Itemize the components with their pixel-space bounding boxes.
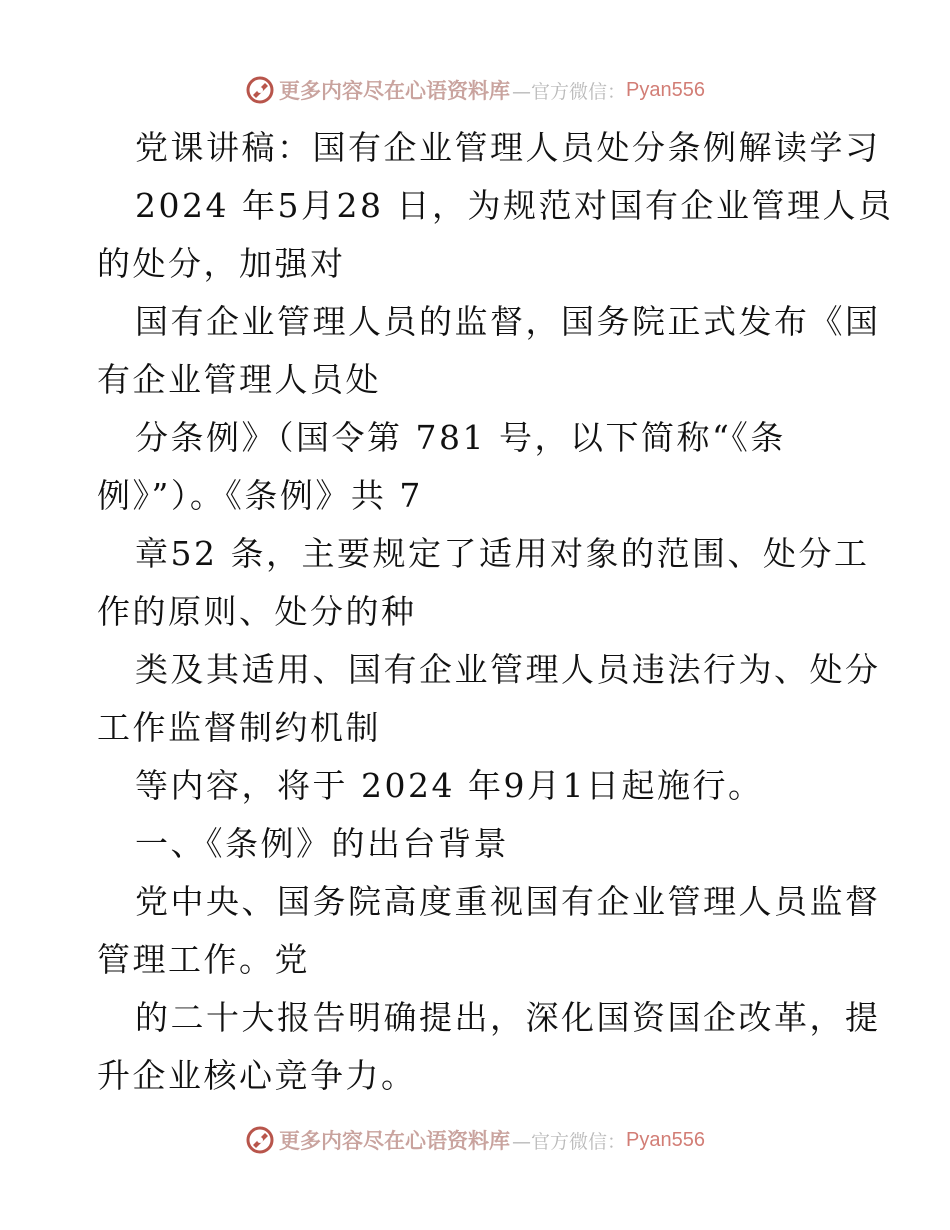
watermark-logo-icon (245, 75, 275, 105)
paragraph-line: 国有企业管理人员的监督，国务院正式发布《国 (135, 302, 881, 341)
paragraph-line: 的二十大报告明确提出，深化国资国企改革，提 (135, 998, 881, 1037)
watermark-wechat-id: Pyan556 (626, 78, 705, 101)
paragraph-line: 作的原则、处分的种 (97, 592, 417, 631)
paragraph-line: 有企业管理人员处 (97, 360, 381, 399)
watermark-separator: —官方微信： (512, 80, 627, 103)
paragraph-line: 等内容，将于 2024 年9月1日起施行。 (135, 766, 764, 805)
paragraph-line: 工作监督制约机制 (97, 708, 381, 747)
header-watermark (0, 70, 950, 110)
document-title: 党课讲稿：国有企业管理人员处分条例解读学习 (135, 128, 881, 167)
paragraph-line: 例》”）。《条例》共 7 (97, 476, 423, 515)
paragraph-line: 的处分，加强对 (97, 244, 346, 283)
footer-watermark (0, 1120, 950, 1160)
watermark-logo-icon (245, 1125, 275, 1155)
paragraph-line: 章52 条，主要规定了适用对象的范围、处分工 (135, 534, 870, 573)
section-heading: 一、《条例》的出台背景 (135, 824, 509, 863)
watermark-text: 更多内容尽在心语资料库 (279, 78, 510, 103)
paragraph-line: 类及其适用、国有企业管理人员违法行为、处分 (135, 650, 881, 689)
paragraph-line: 升企业核心竞争力。 (97, 1056, 417, 1095)
paragraph-line: 分条例》（国令第 781 号，以下简称“《条 (135, 418, 786, 457)
watermark-separator: —官方微信： (512, 1130, 627, 1153)
paragraph-line: 2024 年5月28 日，为规范对国有企业管理人员 (135, 186, 894, 225)
watermark-text: 更多内容尽在心语资料库 (279, 1128, 510, 1153)
paragraph-line: 党中央、国务院高度重视国有企业管理人员监督 (135, 882, 881, 921)
watermark-wechat-id: Pyan556 (626, 1128, 705, 1151)
paragraph-line: 管理工作。党 (97, 940, 310, 979)
